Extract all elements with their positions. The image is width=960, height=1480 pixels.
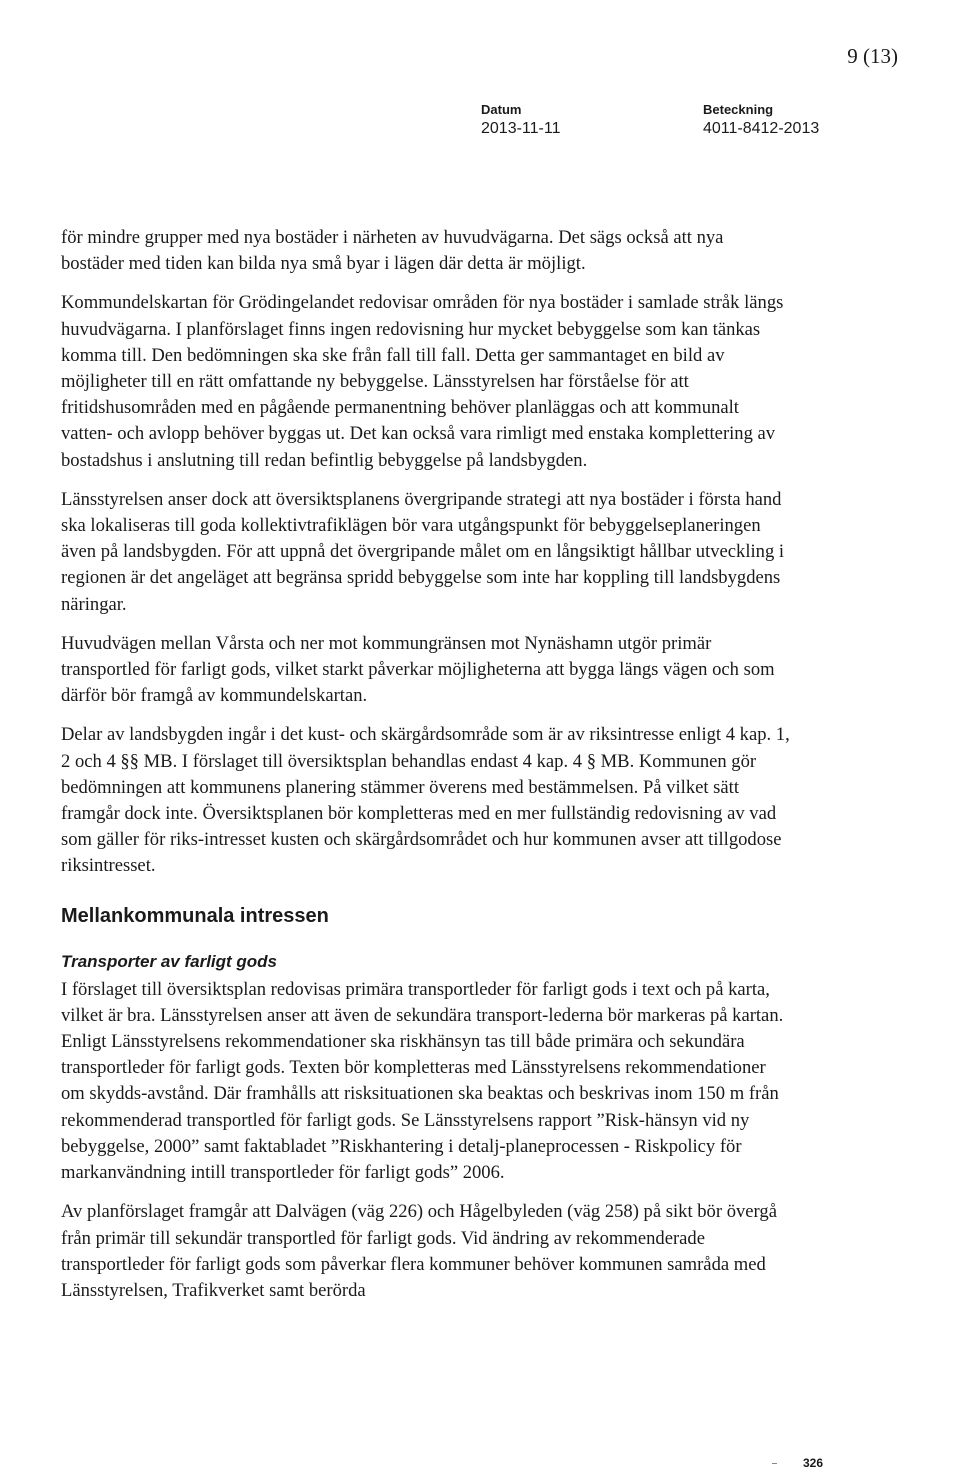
subsection-heading: Transporter av farligt gods	[61, 951, 278, 971]
paragraph: Delar av landsbygden ingår i det kust- och skärgårdsområde som är av riksintresse enligt 4 kap. 1, 2 och 4 §§ MB. I förslaget till översiktsplan behandlas endast 4 kap. 4 § MB. Kommunen gör bedömningen att kommunens planering stämmer överens med bestämmelsen. På vilket sätt framgår dock inte. Översiktsplanen bör kompletteras med en mer fullständig redovisning av vad som gäller för riks-intresset kusten och skärgårdsområdet och hur kommunen avser att tillgodose riksintresset.	[61, 724, 790, 877]
paragraph: Länsstyrelsen anser dock att översiktsplanens övergripande strategi att nya bostäder i första hand ska lokaliseras till goda kollektivtrafiklägen bör vara utgångspunkt för bebyggelseplaneringen även på landsbygden. För att uppnå det övergripande målet om en långsiktigt hållbar utveckling i regionen är det angeläget att begränsa spridd bebyggelse som inte har koppling till landsbygdens näringar.	[61, 488, 785, 615]
date-label: Datum	[481, 102, 522, 117]
paragraph: för mindre grupper med nya bostäder i närheten av huvudvägarna. Det sägs också att nya bostäder med tiden kan bilda nya små byar i lägen där detta är möjligt.	[61, 227, 724, 275]
section-heading: Mellankommunala intressen	[61, 904, 329, 927]
paragraph: Kommundelskartan för Grödingelandet redovisar områden för nya bostäder i samlade stråk längs huvudvägarna. I planförslaget finns ingen redovisning hur mycket bebyggelse som kan tänkas komma till. Den bedömningen ska ske från fall till fall. Detta ger sammantaget en bild av möjligheter till en rätt omfattande ny bebyggelse. Länsstyrelsen har förståelse för att fritidshusområden med en pågående permanentning behöver planläggas och att kommunalt vatten- och avlopp behöver byggas ut. Det kan också vara rimligt med enstaka komplettering av bostadshus i anslutning till redan befintlig bebyggelse på landsbygden.	[61, 292, 784, 471]
date-value: 2013-11-11	[481, 120, 561, 137]
stamp-mark	[772, 1463, 777, 1464]
reference-block	[703, 102, 819, 140]
reference-value: 4011-8412-2013	[703, 120, 820, 137]
date-block	[481, 102, 560, 140]
archive-stamp: 326	[803, 1456, 824, 1470]
document-body	[61, 225, 791, 1317]
reference-label: Beteckning	[703, 102, 774, 117]
page-number: 9 (13)	[847, 44, 898, 68]
paragraph: I förslaget till översiktsplan redovisas primära transportleder för farligt gods i text och på karta, vilket är bra. Länsstyrelsen anser att även de sekundära transport-lederna bör markeras på kartan. Enligt Länsstyrelsens rekommendationer ska riskhänsyn tas till både primära och sekundära transportleder för farligt gods. Texten bör kompletteras med Länsstyrelsens rekommendationer om skydds-avstånd. Där framhålls att risksituationen ska beaktas och beskrivas inom 150 m från rekommenderad transportled för farligt gods. Se Länsstyrelsens rapport ”Risk-hänsyn vid ny bebyggelse, 2000” samt faktabladet ”Riskhantering i detalj-planeprocessen - Riskpolicy för markanvändning intill transportleder för farligt gods” 2006.	[61, 978, 784, 1184]
paragraph: Huvudvägen mellan Vårsta och ner mot kommungränsen mot Nynäshamn utgör primär transportled för farligt gods, vilket starkt påverkar möjligheterna att bygga längs vägen och som därför bör framgå av kommundelskartan.	[61, 632, 775, 707]
paragraph: Av planförslaget framgår att Dalvägen (väg 226) och Hågelbyleden (väg 258) på sikt bör övergå från primär till sekundär transportled för farligt gods. Vid ändring av rekommenderade transportleder för farligt gods som påverkar flera kommuner behöver kommunen samråda med Länsstyrelsen, Trafikverket samt berörda	[61, 1201, 777, 1301]
